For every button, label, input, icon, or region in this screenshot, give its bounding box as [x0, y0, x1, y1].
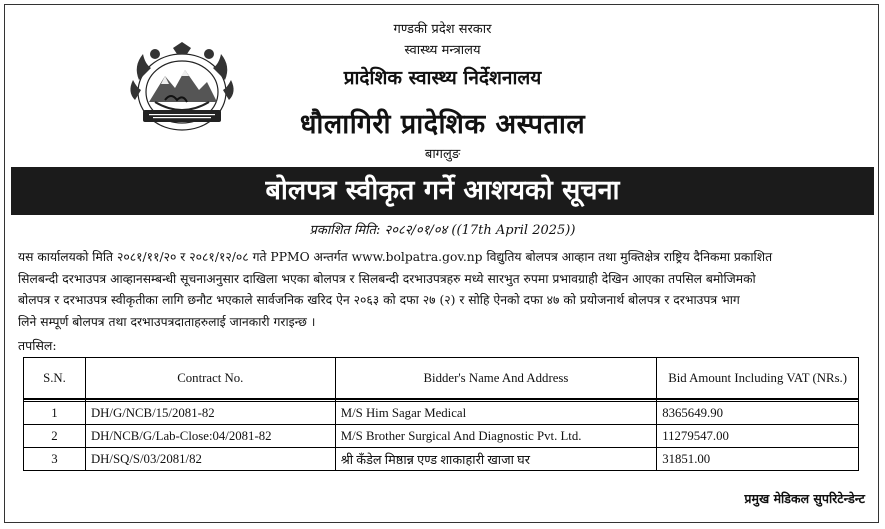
tapsil-label: तपसिल: — [18, 338, 57, 353]
cell-amount: 11279547.00 — [657, 425, 859, 448]
cell-sn: 1 — [24, 402, 86, 425]
cell-contract: DH/SQ/S/03/2081/82 — [85, 448, 335, 471]
column-header-amount: Bid Amount Including VAT (NRs.) — [657, 358, 859, 400]
column-header-contract: Contract No. — [85, 358, 335, 400]
signoff-title: प्रमुख मेडिकल सुपरिटेन्डेन्ट — [744, 491, 865, 506]
published-date: प्रकाशित मिति: २०८२/०१/०४ ((17th April 2025)) — [309, 223, 576, 238]
table-row — [24, 425, 859, 448]
table-header-row — [24, 358, 859, 400]
directorate-name: प्रादेशिक स्वास्थ्य निर्देशनालय — [343, 67, 542, 89]
notice-title-banner: बोलपत्र स्वीकृत गर्ने आशयको सूचना — [11, 167, 874, 215]
cell-sn: 3 — [24, 448, 86, 471]
table-row — [24, 448, 859, 471]
cell-contract: DH/G/NCB/15/2081-82 — [85, 402, 335, 425]
cell-bidder: श्री कँडेल मिष्ठान्न एण्ड शाकाहारी खाजा घर — [335, 448, 657, 471]
cell-contract: DH/NCB/G/Lab-Close:04/2081-82 — [85, 425, 335, 448]
notice-body — [18, 247, 863, 333]
ministry-name: स्वास्थ्य मन्त्रालय — [404, 43, 481, 58]
body-line: सिलबन्दी दरभाउपत्र आव्हानसम्बन्धी सूचनाअनुसार दाखिला भएका बोलपत्र र सिलबन्दी दरभाउपत्रहरु मध्ये सारभुत रुपमा प्रभावग्राही देखिन आएका तपसिल बमोजिमको — [18, 271, 756, 286]
body-line: लिने सम्पूर्ण बोलपत्र तथा दरभाउपत्रदाताहरुलाई जानकारी गराइन्छ । — [18, 314, 316, 329]
cell-bidder: M/S Brother Surgical And Diagnostic Pvt. Ltd. — [335, 425, 657, 448]
column-header-bidder: Bidder's Name And Address — [335, 358, 657, 400]
cell-amount: 31851.00 — [657, 448, 859, 471]
body-line: यस कार्यालयको मिति २०८१/११/२० र २०८१/१२/०८ गते PPMO अन्तर्गत www.bolpatra.gov.np विद्युतिय बोलपत्र आव्हान तथा मुक्तिक्षेत्र राष्ट्रिय दैनिकमा प्रकाशित — [18, 250, 773, 264]
cell-amount: 8365649.90 — [657, 402, 859, 425]
hospital-location: बागलुङ — [424, 147, 461, 162]
cell-sn: 2 — [24, 425, 86, 448]
hospital-name: धौलागिरी प्रादेशिक अस्पताल — [299, 109, 586, 140]
cell-bidder: M/S Him Sagar Medical — [335, 402, 657, 425]
body-line: बोलपत्र र दरभाउपत्र स्वीकृतीका लागि छनौट भएकाले सार्वजनिक खरिद ऐन २०६३ को दफा २७ (२) र सोहि ऐनको दफा ४७ को प्रयोजनार्थ बोलपत्र र दरभाउपत्र भाग — [18, 293, 740, 307]
government-name: गण्डकी प्रदेश सरकार — [393, 22, 492, 37]
bids-table — [23, 357, 859, 471]
table-row — [24, 402, 859, 425]
column-header-sn: S.N. — [24, 358, 86, 400]
